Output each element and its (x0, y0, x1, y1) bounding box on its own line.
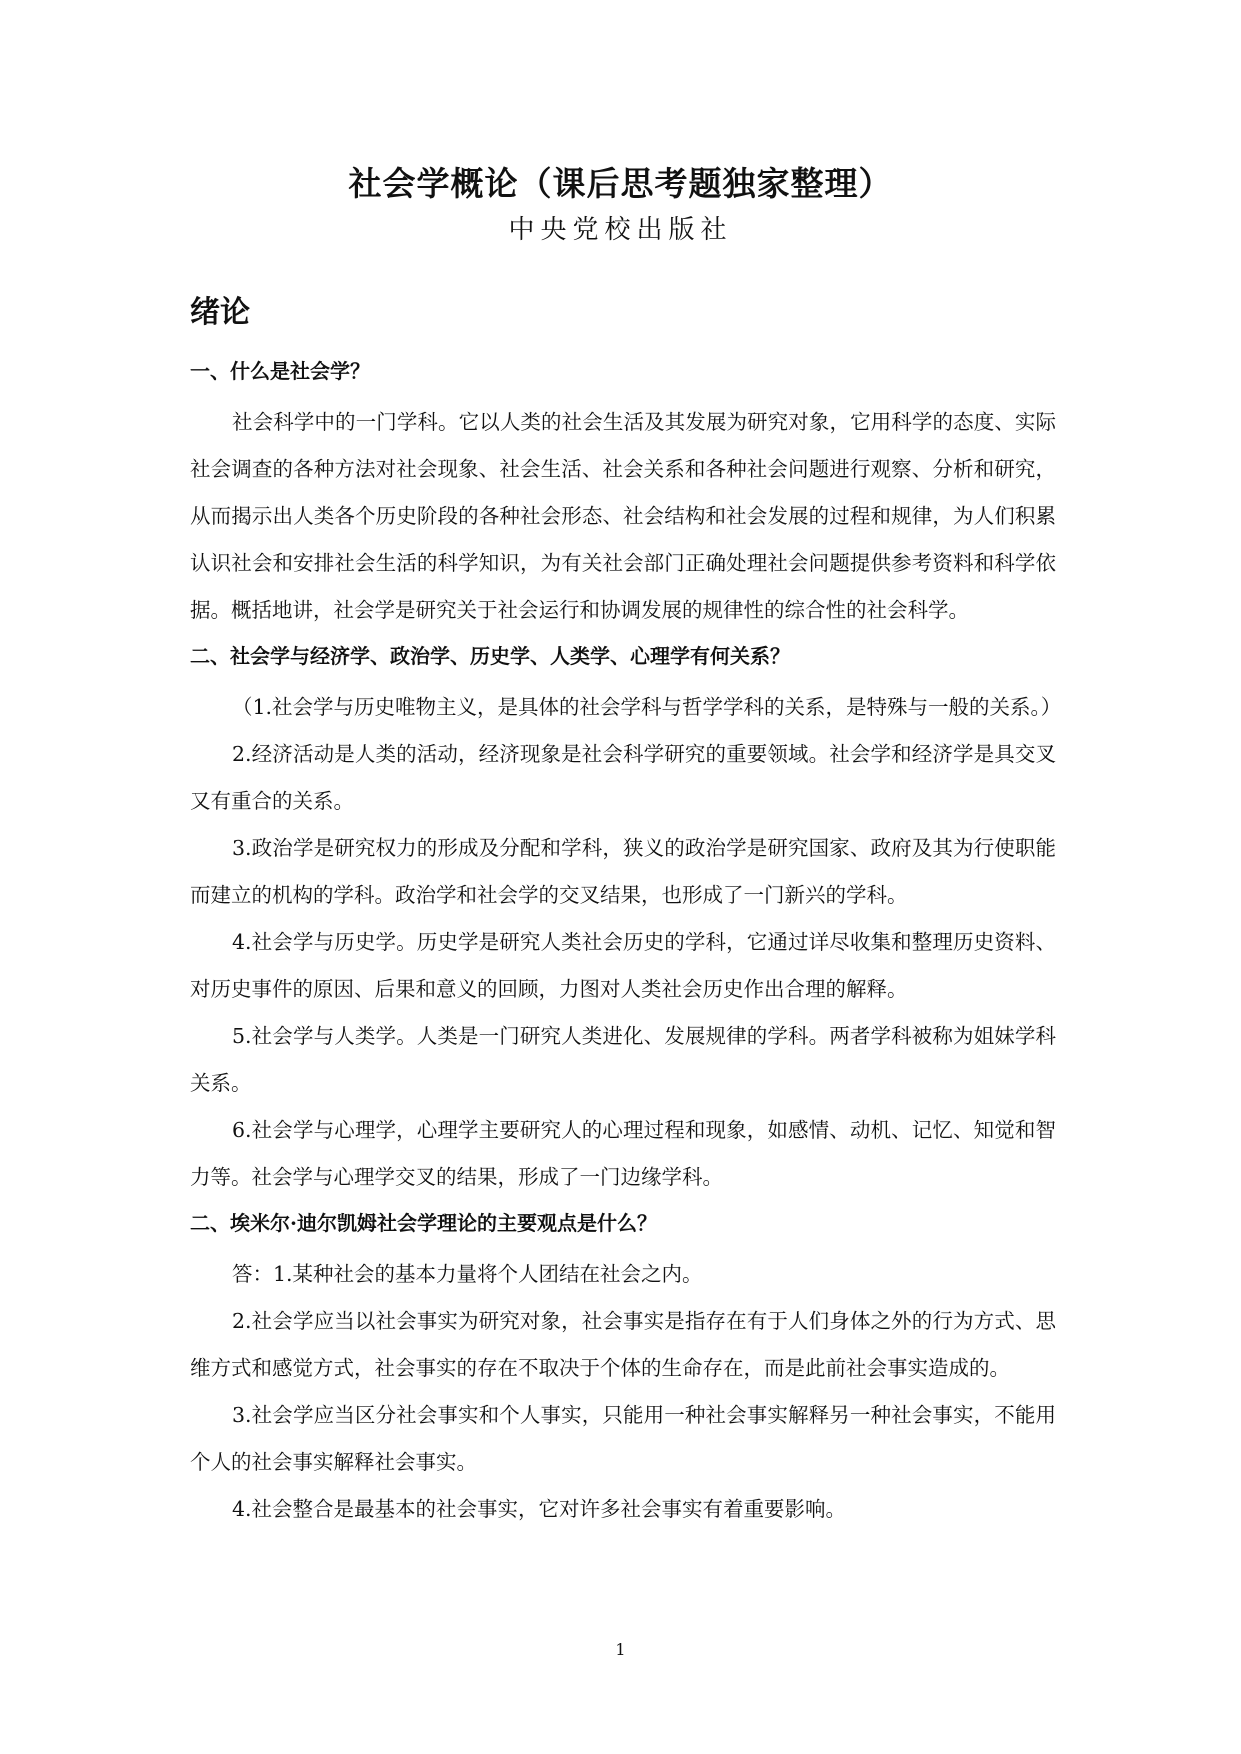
section-heading: 二、埃米尔·迪尔凯姆社会学理论的主要观点是什么？ (190, 1211, 657, 1235)
paragraph: 2.社会学应当以社会事实为研究对象，社会事实是指存在有于人们身体之外的行为方式、思维方式和感觉方式，社会事实的存在不取决于个体的生命存在，而是此前社会事实造成的。 (190, 1309, 1056, 1380)
paragraph: 2.经济活动是人类的活动，经济现象是社会科学研究的重要领域。社会学和经济学是具交叉又有重合的关系。 (190, 742, 1056, 813)
document-body (190, 293, 1062, 1535)
section-2 (190, 636, 1062, 1201)
paragraph: 6.社会学与心理学，心理学主要研究人的心理过程和现象，如感情、动机、记忆、知觉和智力等。社会学与心理学交叉的结果，形成了一门边缘学科。 (190, 1118, 1056, 1189)
section-heading: 二、社会学与经济学、政治学、历史学、人类学、心理学有何关系？ (190, 644, 790, 668)
section-heading: 一、什么是社会学？ (190, 359, 370, 383)
paragraph: （1.社会学与历史唯物主义，是具体的社会学科与哲学学科的关系，是特殊与一般的关系。） (232, 695, 1062, 719)
page-number: 1 (615, 1640, 626, 1659)
chapter-heading: 绪论 (190, 295, 250, 330)
section-3 (190, 1203, 1056, 1533)
paragraph: 3.政治学是研究权力的形成及分配和学科，狭义的政治学是研究国家、政府及其为行使职能而建立的机构的学科。政治学和社会学的交叉结果，也形成了一门新兴的学科。 (190, 836, 1056, 907)
document-subtitle: 中央党校出版社 (508, 215, 733, 245)
paragraph: 答：1.某种社会的基本力量将个人团结在社会之内。 (232, 1262, 703, 1286)
paragraph: 4.社会整合是最基本的社会事实，它对许多社会事实有着重要影响。 (232, 1497, 847, 1521)
section-1 (190, 351, 1056, 634)
paragraph: 社会科学中的一门学科。它以人类的社会生活及其发展为研究对象，它用科学的态度、实际社会调查的各种方法对社会现象、社会生活、社会关系和各种社会问题进行观察、分析和研究，从而揭示出人类各个历史阶段的各种社会形态、社会结构和社会发展的过程和规律，为人们积累认识社会和安排社会生活的科学知识，为有关社会部门正确处理社会问题提供参考资料和科学依据。概括地讲，社会学是研究关于社会运行和协调发展的规律性的综合性的社会科学。 (190, 410, 1056, 622)
paragraph: 5.社会学与人类学。人类是一门研究人类进化、发展规律的学科。两者学科被称为姐妹学科关系。 (190, 1024, 1056, 1095)
document-title: 社会学概论（课后思考题独家整理） (348, 164, 893, 203)
paragraph: 3.社会学应当区分社会事实和个人事实，只能用一种社会事实解释另一种社会事实，不能用个人的社会事实解释社会事实。 (190, 1403, 1056, 1474)
paragraph: 4.社会学与历史学。历史学是研究人类社会历史的学科，它通过详尽收集和整理历史资料、对历史事件的原因、后果和意义的回顾，力图对人类社会历史作出合理的解释。 (190, 930, 1056, 1001)
